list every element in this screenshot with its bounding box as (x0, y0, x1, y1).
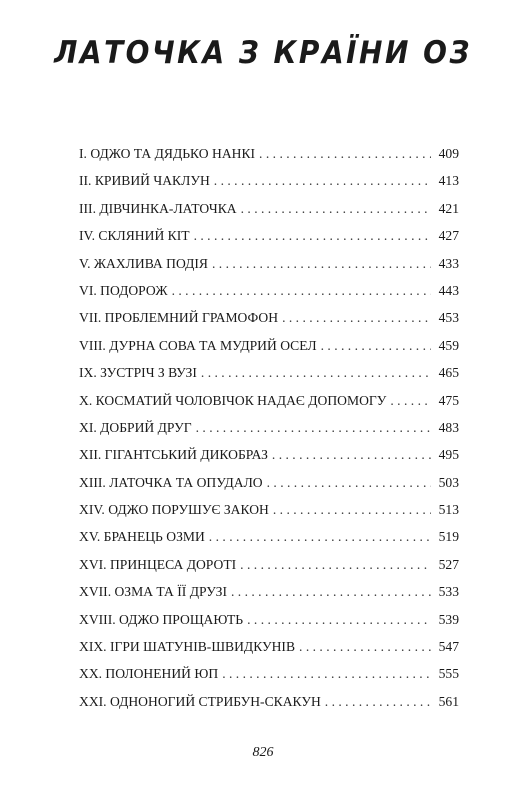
toc-entry-page-number: 503 (438, 474, 459, 490)
toc-entry-page-number: 547 (438, 639, 459, 655)
dot-leader (209, 529, 431, 545)
toc-entry-title: I. ОДЖО ТА ДЯДЬКО НАНКІ (79, 146, 256, 161)
dot-leader (325, 694, 431, 710)
page-number: 826 (252, 745, 274, 760)
dot-leader (196, 420, 431, 436)
toc-entry-page-number: 453 (438, 310, 459, 326)
dot-leader (241, 201, 431, 217)
toc-entry (79, 584, 459, 611)
toc-entry-title: VII. ПРОБЛЕМНИЙ ГРАМОФОН (79, 310, 279, 326)
toc-entry-page-number: 413 (438, 173, 459, 189)
dot-leader (273, 502, 431, 518)
toc-entry-title: XXI. ОДНОНОГИЙ СТРИБУН-СКАКУН (79, 693, 321, 709)
toc-entry (79, 365, 459, 392)
toc-entry-page-number: 483 (438, 419, 459, 435)
toc-entry-page-number: 519 (438, 529, 459, 545)
toc-entry-title: XIX. ІГРИ ШАТУНІВ-ШВИДКУНІВ (79, 639, 296, 655)
toc-entry (79, 283, 459, 310)
toc-entry (79, 639, 459, 666)
toc-entry-title: VIII. ДУРНА СОВА ТА МУДРИЙ ОСЕЛ (79, 337, 317, 353)
toc-entry-page-number: 561 (438, 693, 459, 709)
toc-entry (79, 475, 459, 502)
dot-leader (212, 256, 431, 272)
toc-entry (79, 502, 459, 529)
toc-entry-title: XIII. ЛАТОЧКА ТА ОПУДАЛО (79, 474, 263, 490)
toc-entry-page-number: 495 (438, 447, 459, 463)
toc-entry-page-number: 443 (438, 282, 459, 298)
toc-entry-page-number: 513 (438, 502, 459, 518)
toc-entry-page-number: 459 (438, 337, 459, 353)
toc-entry (79, 420, 459, 447)
toc-entry-page-number: 409 (438, 146, 459, 161)
toc-entry (79, 529, 459, 556)
toc-entry-page-number: 539 (438, 611, 459, 627)
dot-leader (321, 338, 431, 354)
toc-entry-page-number: 433 (438, 255, 459, 271)
dot-leader (240, 557, 431, 573)
toc-entry-page-number: 421 (438, 200, 459, 216)
toc-entry (79, 694, 459, 721)
toc-entry-title: XIV. ОДЖО ПОРУШУЄ ЗАКОН (79, 502, 269, 518)
dot-leader (259, 146, 431, 162)
dot-leader (247, 612, 431, 628)
toc-entry (79, 201, 459, 228)
toc-entry-title: XVIII. ОДЖО ПРОЩАЮТЬ (79, 611, 244, 627)
toc-entry-title: II. КРИВИЙ ЧАКЛУН (79, 173, 210, 189)
dot-leader (194, 228, 431, 244)
toc-entry (79, 228, 459, 255)
toc-entry-title: IV. СКЛЯНИЙ КІТ (79, 228, 190, 244)
toc-entry-title: IX. ЗУСТРІЧ З ВУЗІ (79, 365, 197, 381)
toc-entry (79, 447, 459, 474)
toc-entry (79, 146, 459, 173)
toc-entry-title: XI. ДОБРИЙ ДРУГ (79, 419, 192, 435)
toc-entry-title: XVII. ОЗМА ТА ЇЇ ДРУЗІ (79, 584, 227, 600)
toc-entry (79, 557, 459, 584)
toc-entry (79, 612, 459, 639)
toc-entry-page-number: 527 (438, 556, 459, 572)
dot-leader (299, 639, 431, 655)
dot-leader (267, 475, 431, 491)
toc-entry (79, 666, 459, 693)
table-of-contents (79, 146, 459, 721)
toc-entry-title: XX. ПОЛОНЕНИЙ ЮП (79, 666, 219, 682)
dot-leader (272, 447, 431, 463)
toc-entry (79, 256, 459, 283)
toc-entry-page-number: 555 (438, 666, 459, 682)
toc-entry-page-number: 427 (438, 228, 459, 244)
dot-leader (390, 393, 431, 409)
toc-entry-page-number: 465 (438, 365, 459, 381)
toc-entry-page-number: 475 (438, 392, 459, 408)
toc-entry-title: XV. БРАНЕЦЬ ОЗМИ (79, 529, 205, 545)
dot-leader (222, 666, 431, 682)
toc-entry-title: X. КОСМАТИЙ ЧОЛОВІЧОК НАДАЄ ДОПОМОГУ (79, 392, 387, 408)
toc-entry (79, 173, 459, 200)
toc-entry (79, 310, 459, 337)
dot-leader (282, 310, 431, 326)
toc-entry-title: III. ДІВЧИНКА-ЛАТОЧКА (79, 200, 237, 216)
dot-leader (172, 283, 431, 299)
toc-entry-title: VI. ПОДОРОЖ (79, 282, 168, 298)
toc-entry (79, 393, 459, 420)
toc-entry-title: V. ЖАХЛИВА ПОДІЯ (79, 255, 208, 271)
toc-entry-title: XVI. ПРИНЦЕСА ДОРОТІ (79, 556, 237, 572)
toc-entry-page-number: 533 (438, 584, 459, 600)
dot-leader (231, 584, 431, 600)
page-title: ЛАТОЧКА З КРАЇНИ ОЗ (54, 34, 472, 71)
toc-entry (79, 338, 459, 365)
toc-entry-title: XII. ГІГАНТСЬКИЙ ДИКОБРАЗ (79, 447, 268, 463)
dot-leader (214, 173, 431, 189)
dot-leader (201, 365, 431, 381)
